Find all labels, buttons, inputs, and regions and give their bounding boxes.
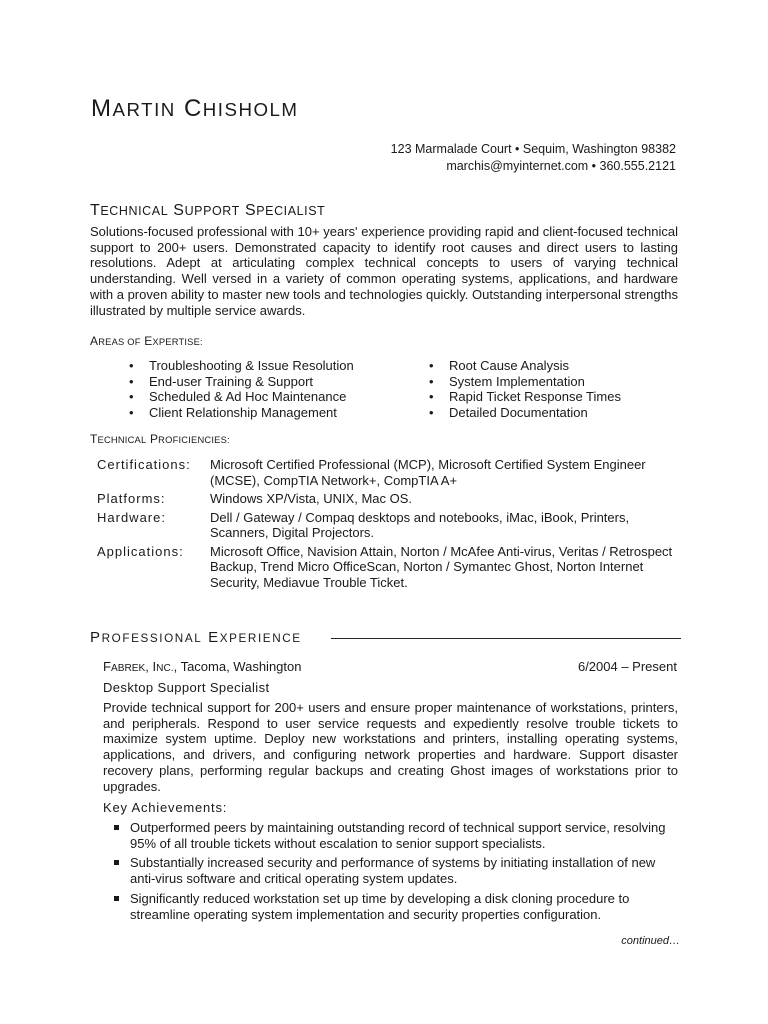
- list-item: • Troubleshooting & Issue Resolution: [129, 358, 354, 374]
- technical-proficiencies-label: [90, 432, 230, 446]
- row-value: Microsoft Office, Navision Attain, Norton / McAfee Anti-virus, Veritas / Retrospect Backup, Trend Micro OfficeScan, Norton / Symantec Ghost, Norton Internet Security, Mediavue Trouble Ticket.: [210, 543, 673, 590]
- title-rest-1: ECHNICAL: [100, 204, 169, 218]
- list-item: Substantially increased security and performance of systems by initiating installation of new anti-virus software and critical operating system updates.: [113, 855, 678, 886]
- company-rest: ABREK: [110, 663, 146, 674]
- heading-initial: E: [208, 629, 220, 646]
- list-item: Significantly reduced workstation set up time by developing a disk cloning procedure to streamline operating system implementation and security properties configuration.: [113, 891, 678, 922]
- label-rest: REAS OF: [98, 337, 141, 347]
- company-separator: ,: [145, 659, 153, 674]
- heading-rest: ROFESSIONAL: [101, 632, 203, 645]
- title-initial-2: S: [173, 202, 185, 219]
- employment-dates: 6/2004 – Present: [577, 659, 677, 674]
- row-value: Windows XP/Vista, UNIX, Mac OS.: [210, 491, 413, 506]
- heading-rest: XPERIENCE: [219, 632, 302, 645]
- name-last-initial: C: [183, 95, 203, 122]
- row-value: Microsoft Certified Professional (MCP), Microsoft Certified System Engineer (MCSE), CompTIA Network+, CompTIA A+: [210, 457, 646, 488]
- table-row: [97, 544, 680, 591]
- list-item: • System Implementation: [429, 374, 621, 390]
- label-initial: E: [144, 334, 153, 348]
- section-divider: [331, 638, 681, 639]
- professional-title: [90, 202, 325, 220]
- label-rest: ROFICIENCIES:: [158, 435, 230, 445]
- list-item: • Scheduled & Ad Hoc Maintenance: [129, 389, 354, 405]
- title-rest-3: PECIALIST: [256, 204, 326, 218]
- areas-of-expertise-label: [90, 334, 203, 348]
- label-rest: XPERTISE:: [152, 337, 203, 347]
- continued-note: continued…: [621, 935, 680, 947]
- expertise-list-left: [129, 358, 354, 420]
- company-location: , Tacoma, Washington: [173, 659, 302, 674]
- proficiencies-table: [97, 457, 680, 593]
- list-item: • Rapid Ticket Response Times: [429, 389, 621, 405]
- company-initial: I: [152, 659, 157, 674]
- job-title: Desktop Support Specialist: [103, 680, 270, 695]
- company-initial: F: [103, 659, 111, 674]
- address-line: 123 Marmalade Court • Sequim, Washington 98382: [390, 142, 676, 156]
- label-initial: A: [90, 334, 99, 348]
- candidate-name: [91, 92, 299, 127]
- title-rest-2: UPPORT: [184, 204, 240, 218]
- title-initial-1: T: [90, 202, 101, 219]
- title-initial-3: S: [244, 202, 257, 219]
- company-line: [103, 659, 301, 674]
- table-row: [97, 457, 680, 488]
- expertise-list-right: [429, 358, 621, 420]
- row-label: Hardware:: [97, 509, 166, 525]
- summary-paragraph: Solutions-focused professional with 10+ years' experience providing rapid and client-focused technical support to 200+ users. Demonstrated capacity to identify root causes and direct users to lasting resolutions. Adept at articulating complex technical concepts to users of varying technical understanding. Well versed in a variety of common operating systems, applications, and hardware with a proven ability to master new tools and technologies quickly. Outstanding interpersonal strengths illustrated by multiple service awards.: [90, 224, 678, 318]
- name-last-rest: HISHOLM: [202, 99, 299, 120]
- list-item: Outperformed peers by maintaining outstanding record of technical support service, resolving 95% of all trouble tickets without escalation to senior support specialists.: [113, 820, 678, 851]
- achievements-list: [113, 820, 678, 926]
- job-description: Provide technical support for 200+ users and ensure proper maintenance of workstations, printers, and peripherals. Respond to user service requests and expediently resolve trouble tickets to maximize system uptime. Deploy new workstations and printers, installing operating systems, applications, and drivers, and configuring network properties and hardware. Support disaster recovery plans, performing regular backups and creating Ghost images of workstations prior to upgrades.: [103, 700, 678, 794]
- email-phone-line: marchis@myinternet.com • 360.555.2121: [446, 159, 676, 173]
- heading-initial: P: [90, 629, 102, 646]
- label-initial: P: [149, 432, 159, 446]
- row-label: Applications:: [97, 543, 184, 559]
- row-label: Certifications:: [97, 457, 191, 472]
- list-item: • Detailed Documentation: [429, 405, 621, 421]
- company-rest: NC.: [156, 663, 174, 674]
- key-achievements-label: Key Achievements:: [103, 800, 228, 815]
- contact-info: [391, 141, 676, 175]
- professional-experience-heading: [90, 629, 302, 646]
- table-row: [97, 491, 680, 507]
- name-first-initial: M: [91, 95, 113, 122]
- label-initial: T: [90, 432, 98, 446]
- list-item: • End-user Training & Support: [129, 374, 354, 390]
- list-item: • Root Cause Analysis: [429, 358, 621, 374]
- label-rest: ECHNICAL: [97, 435, 147, 445]
- name-first-rest: ARTIN: [112, 99, 176, 120]
- list-item: • Client Relationship Management: [129, 405, 354, 421]
- row-label: Platforms:: [97, 491, 166, 506]
- row-value: Dell / Gateway / Compaq desktops and notebooks, iMac, iBook, Printers, Scanners, Digital Projectors.: [210, 509, 630, 540]
- table-row: [97, 510, 680, 541]
